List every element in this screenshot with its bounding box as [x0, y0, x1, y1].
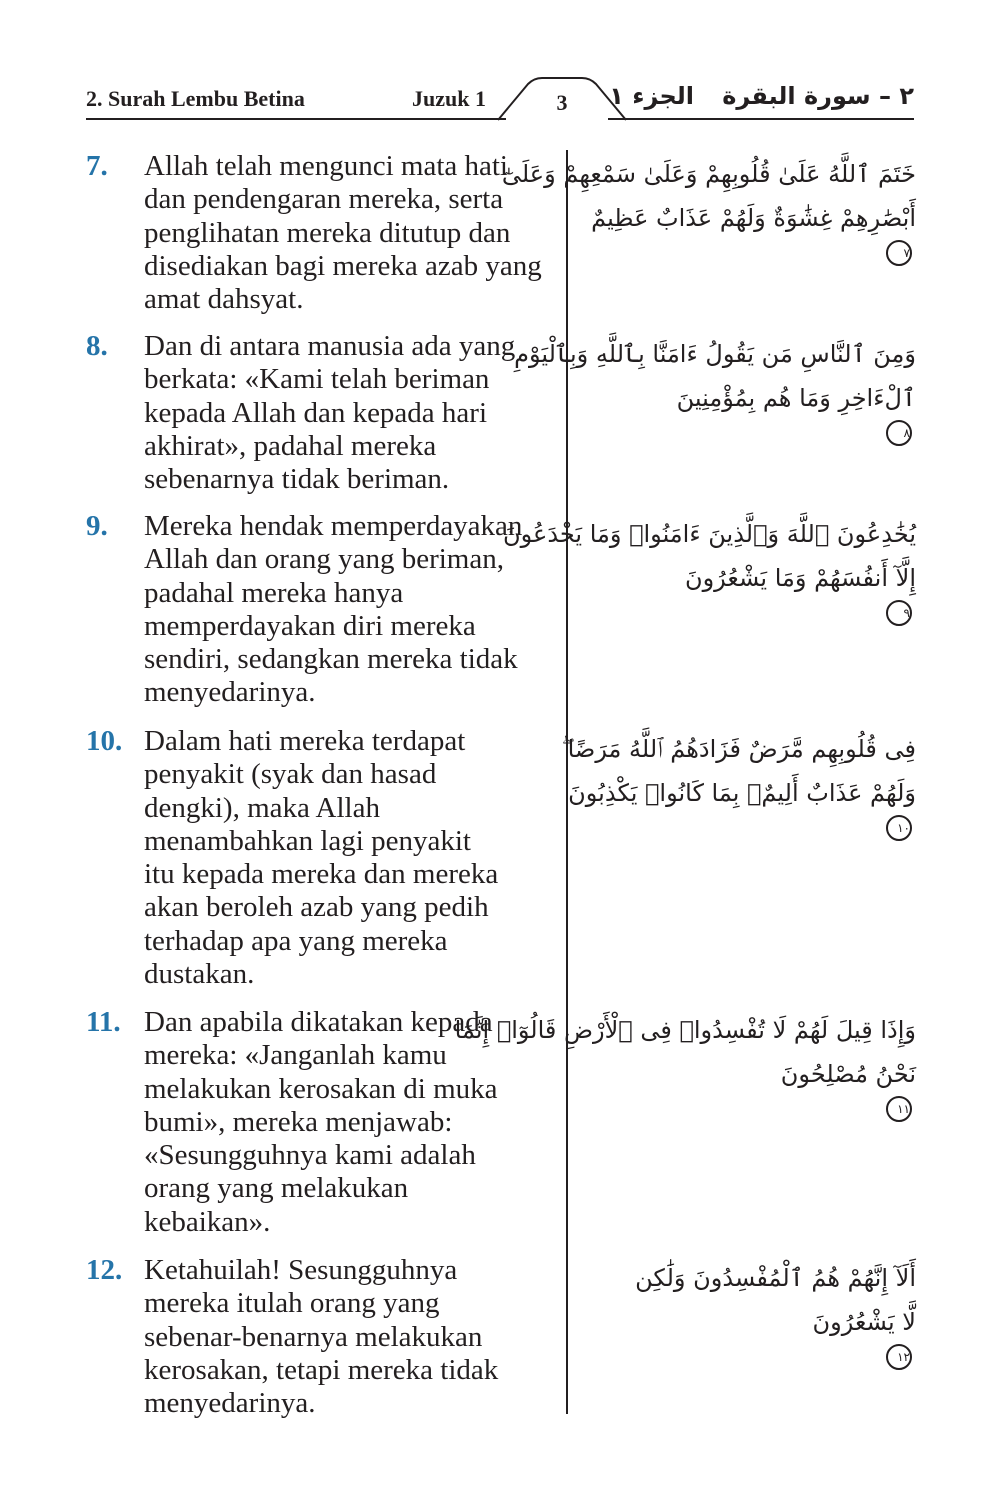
verse-translation: Dalam hati mereka terdapat penyakit (syak dan hasad dengki), maka Allah menambahkan lagi penyakit itu kepada mereka dan mereka akan beroleh azab yang pedih terhadap apa yang mereka dustakan.	[144, 725, 499, 991]
verse-11-arabic: وَإِذَا قِيلَ لَهُمْ لَا تُفْسِدُوا۟ فِى ٱلْأَرْضِ قَالُوٓا۟ إِنَّمَا نَحْنُ مُصْلِحُونَ ١١	[590, 1008, 916, 1122]
surah-title: 2. Surah Lembu Betina	[86, 86, 305, 111]
verse-translation: Ketahuilah! Sesungguhnya mereka itulah orang yang sebenar-benarnya melakukan kerosakan, tetapi mereka tidak menyedarinya.	[144, 1254, 499, 1420]
verse-end-marker: ٩	[886, 600, 912, 626]
verse-number: 10.	[86, 725, 123, 757]
header-rule-left	[86, 118, 506, 120]
verse-translation: Dan di antara manusia ada yang berkata: «Kami telah beriman kepada Allah dan kepada hari akhirat», padahal mereka sebenarnya tidak beriman.	[144, 330, 516, 496]
verse-translation: Allah telah mengunci mata hati dan pendengaran mereka, serta penglihatan mereka ditutup dan disediakan bagi mereka azab yang amat dahsyat.	[144, 150, 542, 316]
page-number: 3	[556, 90, 568, 115]
verse-number: 9.	[86, 510, 108, 542]
header-rule-right	[608, 118, 914, 120]
verse-end-marker: ١١	[886, 1096, 912, 1122]
verse-number: 12.	[86, 1254, 123, 1286]
verse-9-arabic: يُخَٰدِعُونَ ٱللَّهَ وَٱلَّذِينَ ءَامَنُوا۟ وَمَا يَخْدَعُونَ إِلَّآ أَنفُسَهُمْ وَمَا يَشْعُرُونَ ٩	[590, 512, 916, 626]
arabic-juz-label: الجزء ١	[609, 82, 694, 110]
arabic-surah-title: ٢ – سورة البقرة	[722, 82, 914, 110]
verse-translation: Dan apabila dikatakan kepada mereka: «Janganlah kamu melakukan kerosakan di muka bumi», mereka menjawab: «Sesungguhnya kami adalah orang yang melakukan kebaikan».	[144, 1006, 498, 1238]
verse-end-marker: ٨	[886, 420, 912, 446]
verse-number: 8.	[86, 330, 108, 362]
verse-7-arabic: خَتَمَ ٱللَّهُ عَلَىٰ قُلُوبِهِمْ وَعَلَىٰ سَمْعِهِمْ وَعَلَىٰٓ أَبْصَٰرِهِمْ غِشَٰوَةٌ وَلَهُمْ عَذَابٌ عَظِيمٌ ٧	[590, 152, 916, 266]
verse-12-arabic: أَلَآ إِنَّهُمْ هُمُ ٱلْمُفْسِدُونَ وَلَٰكِن لَّا يَشْعُرُونَ ١٢	[590, 1256, 916, 1370]
verse-end-marker: ٧	[886, 240, 912, 266]
verse-number: 11.	[86, 1006, 121, 1038]
verse-8-arabic: وَمِنَ ٱلنَّاسِ مَن يَقُولُ ءَامَنَّا بِٱللَّهِ وَبِٱلْيَوْمِ ٱلْءَاخِرِ وَمَا هُم بِمُؤْمِنِينَ ٨	[590, 332, 916, 446]
page-header	[86, 74, 914, 124]
verse-10-arabic: فِى قُلُوبِهِم مَّرَضٌ فَزَادَهُمُ ٱللَّهُ مَرَضًا ۖ وَلَهُمْ عَذَابٌ أَلِيمٌۢ بِمَا كَانُوا۟ يَكْذِبُونَ ١٠	[590, 727, 916, 841]
verse-translation: Mereka hendak memperdayakan Allah dan orang yang beriman, padahal mereka hanya memperdayakan diri mereka sendiri, sedangkan mereka tidak menyedarinya.	[144, 510, 523, 709]
verse-end-marker: ١٢	[886, 1344, 912, 1370]
verse-end-marker: ١٠	[886, 815, 912, 841]
verse-number: 7.	[86, 150, 108, 182]
juzuk-label: Juzuk 1	[412, 86, 486, 111]
